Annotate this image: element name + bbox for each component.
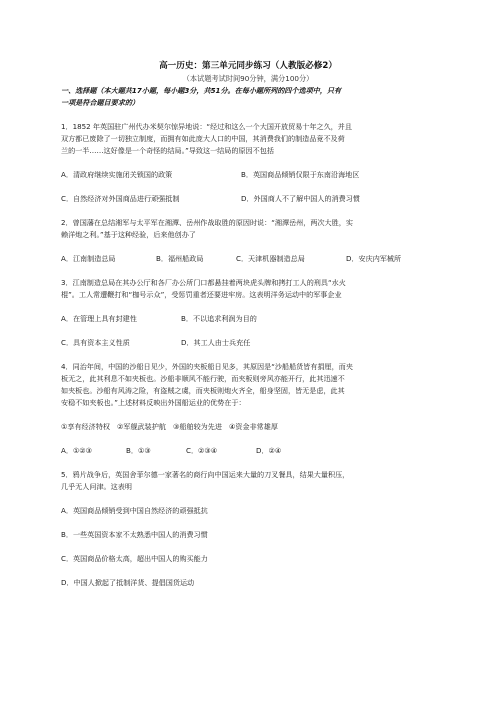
question-2-option-b: B．福州船政局 — [156, 254, 204, 263]
question-4-stem: 安稳不如夹板也。”上述材料反映出外国船运业的优势在于： — [61, 398, 246, 407]
question-5-stem: 几乎无人问津。这表明 — [61, 482, 132, 491]
section-heading-cont: 一项是符合题目要求的） — [61, 98, 140, 107]
question-4-stem: 如夹板也。沙船有风涛之险，有盗贼之虞，而夹板则炮火齐全，船身坚固，皆无是虑，此其 — [61, 386, 345, 395]
question-5-option-a: A．英国商品倾销受到中国自然经济的顽强抵抗 — [61, 506, 208, 515]
question-4-stem: 板无之，此其利息不如夹板也。沙船非顺风不能行驶，而夹板则旁风亦能开行，此其迅速不 — [61, 374, 345, 383]
question-3-option-d: D．其工人由士兵充任 — [181, 338, 251, 347]
question-3-option-b: B．不以追求利润为目的 — [181, 314, 257, 323]
question-1-stem: 1．1852 年英国驻广州代办米契尔惊异地说：“经过和这么一个大国开放贸易十年之久，并且 — [61, 122, 352, 131]
question-2-stem: 2．曾国藩在总结湘军与太平军在湘潭、岳州作战取胜的原因时说：“湘潭岳州，两次大胜，实 — [61, 218, 353, 227]
question-2-option-a: A．江南制造总局 — [61, 254, 116, 263]
question-4-option-d: D．②④ — [256, 446, 282, 455]
question-4-stem: 4．同治年间，中国的沙船日见少，外国的夹板船日见多，其原因是“沙船船货皆有捐厘，而夹 — [61, 362, 353, 371]
question-3-stem: 3．江南制造总局在其办公厅和各厂办公所门口都悬挂着两块虎头牌和拷打工人的刑具“水火 — [61, 278, 346, 287]
exam-info: （本试题考试时间90分钟，满分100分） — [182, 74, 314, 83]
question-2-option-d: D．安庆内军械所 — [346, 254, 402, 263]
question-3-option-a: A．在管理上具有封建性 — [61, 314, 137, 323]
question-4-option-c: C．②③④ — [186, 446, 218, 455]
question-5-option-c: C．英国商品价格太高，超出中国人的购买能力 — [61, 554, 208, 563]
question-2-stem: 赖洋炮之利。”基于这种经验，后来他创办了 — [61, 230, 196, 239]
question-4-option-b: B．①③ — [126, 446, 151, 455]
question-4-items: ①享有经济特权 ②军舰武装护航 ③船舶较为先进 ④资金非常雄厚 — [61, 422, 278, 431]
question-1-option-a: A．清政府继续实施闭关锁国的政策 — [61, 170, 173, 179]
question-5-option-d: D．中国人掀起了抵制洋货、提倡国货运动 — [61, 578, 195, 587]
question-5-option-b: B．一些英国资本家不太熟悉中国人的消费习惯 — [61, 530, 208, 539]
question-3-stem: 棍”。工人常遭鞭打和“枷号示众”，受惩罚重者还要进牢房。这表明洋务运动中的军事企业 — [61, 290, 342, 299]
question-1-stem: 双方都已废除了一切独立制度，而拥有如此庞大人口的中国，其消费我们的制造品竟不及荷 — [61, 134, 345, 143]
question-1-stem: 兰的一半……这好像是一个奇怪的结局。”导致这一结局的原因不包括 — [61, 146, 274, 155]
question-1-option-b: B．英国商品倾销仅限于东南沿海地区 — [241, 170, 360, 179]
question-1-option-c: C．自然经济对外国商品进行顽强抵制 — [61, 194, 180, 203]
question-2-option-c: C．天津机器制造总局 — [236, 254, 305, 263]
question-5-stem: 5．鸦片战争后，英国舍菲尔德一家著名的商行向中国运来大量的刀叉餐具，结果大量积压， — [61, 470, 350, 479]
document-title: 高一历史：第三单元同步练习（人教版必修2） — [159, 61, 337, 71]
question-1-option-d: D．外国商人不了解中国人的消费习惯 — [241, 194, 360, 203]
question-4-option-a: A．①②③ — [61, 446, 93, 455]
section-heading: 一、选择题（本大题共17小题，每小题3分，共51分。在每小题所列的四个选项中，只有 — [61, 86, 342, 95]
question-3-option-c: C．具有资本主义性质 — [61, 338, 130, 347]
